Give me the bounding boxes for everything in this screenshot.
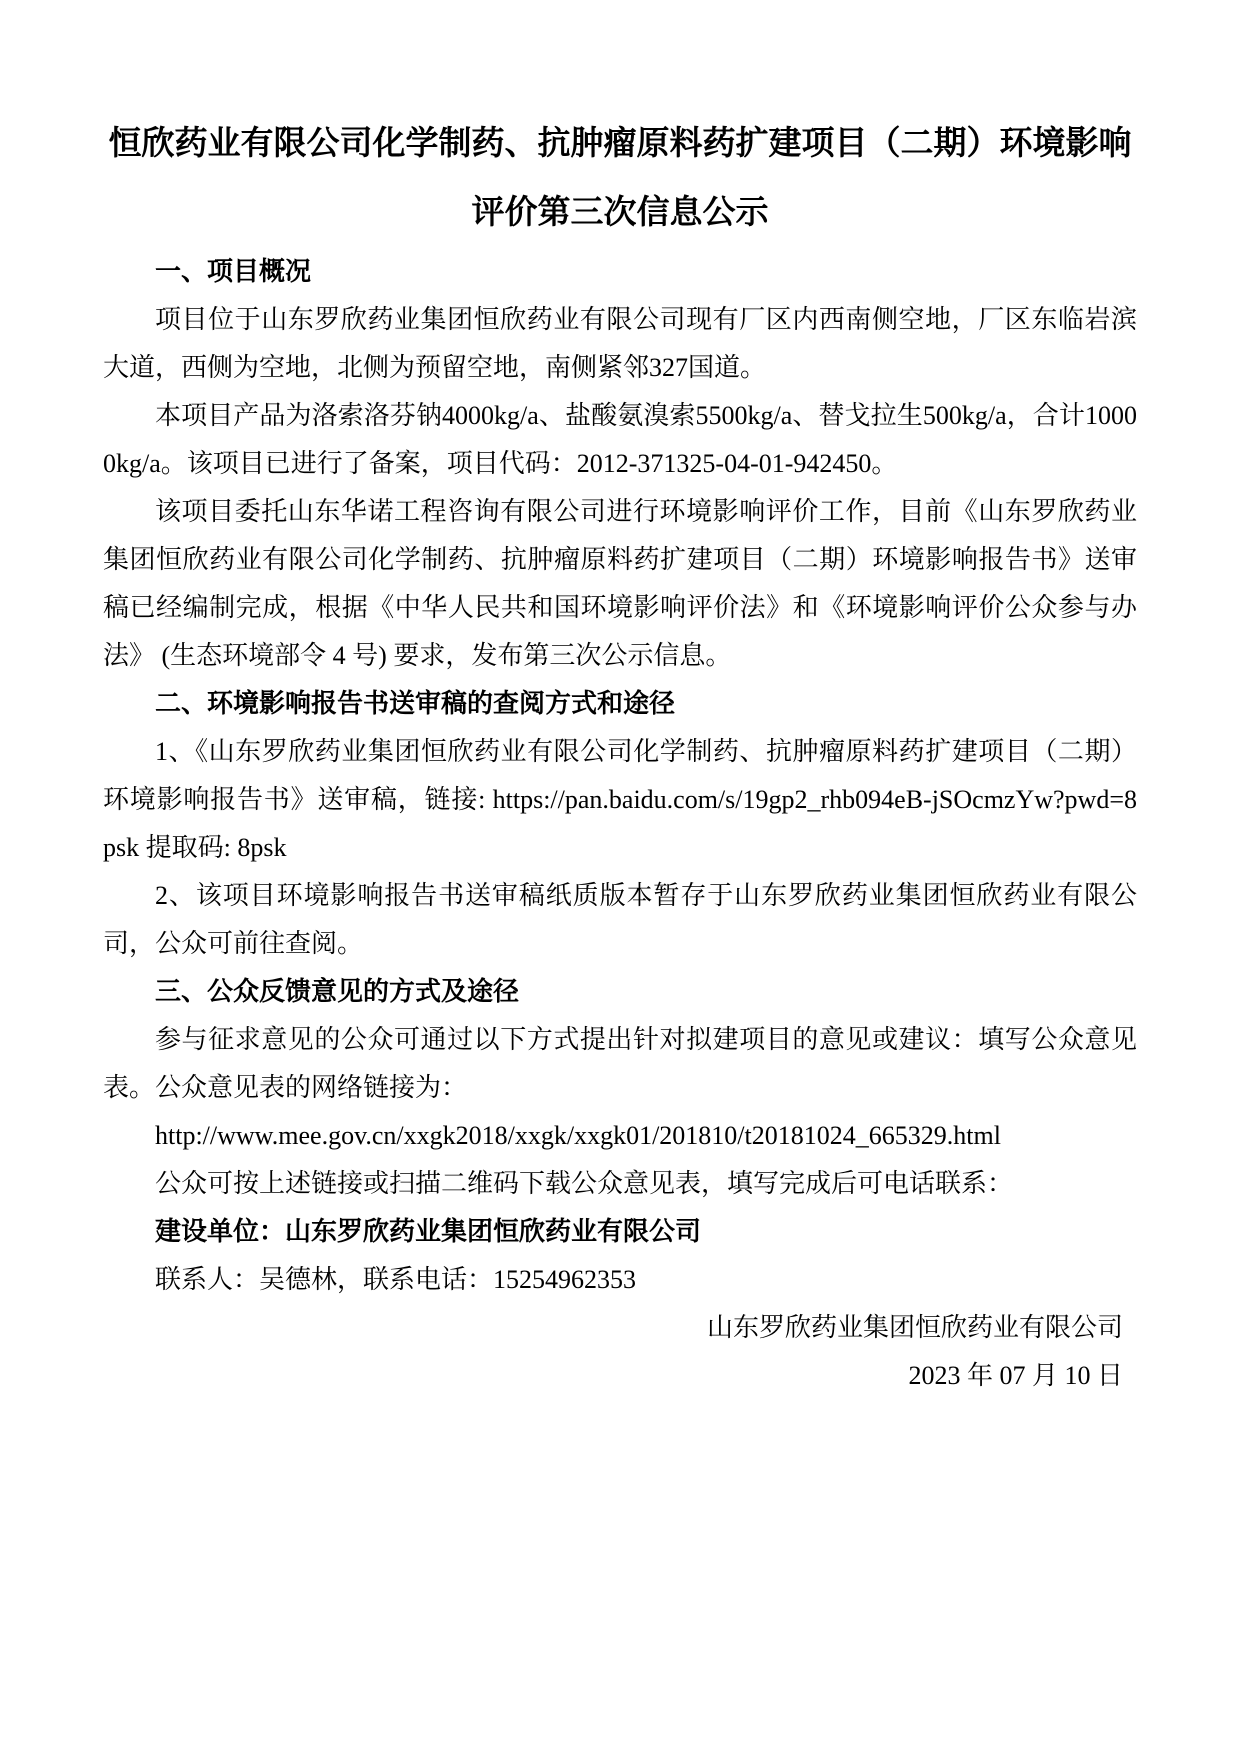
project-products-paragraph: 本项目产品为洛索洛芬钠4000kg/a、盐酸氨溴索5500kg/a、替戈拉生500kg/a，合计10000kg/a。该项目已进行了备案，项目代码：2012-371325-04-01-942450。 <box>103 401 1137 478</box>
download-instruction-paragraph: 公众可按上述链接或扫描二维码下载公众意见表，填写完成后可电话联系： <box>155 1169 1014 1198</box>
feedback-method-paragraph: 参与征求意见的公众可通过以下方式提出针对拟建项目的意见或建议：填写公众意见表。公众意见表的网络链接为： <box>103 1025 1137 1102</box>
contact-person-line: 联系人：吴德林，联系电话：15254962353 <box>155 1265 637 1294</box>
feedback-form-url: http://www.mee.gov.cn/xxgk2018/xxgk/xxgk01/201810/t20181024_665329.html <box>155 1121 1001 1150</box>
section-2-heading: 二、环境影响报告书送审稿的查阅方式和途径 <box>155 689 676 718</box>
section-3-heading: 三、公众反馈意见的方式及途径 <box>155 977 520 1006</box>
eia-entrustment-paragraph: 该项目委托山东华诺工程咨询有限公司进行环境影响评价工作，目前《山东罗欣药业集团恒欣药业有限公司化学制药、抗肿瘤原料药扩建项目（二期）环境影响报告书》送审稿已经编制完成，根据《中华人民共和国环境影响评价法》和《环境影响评价公众参与办法》 (生态环境部令 4 号) 要求，发布第三次公示信息。 <box>103 497 1137 670</box>
paper-copy-paragraph: 2、该项目环境影响报告书送审稿纸质版本暂存于山东罗欣药业集团恒欣药业有限公司，公众可前往查阅。 <box>103 881 1137 958</box>
signature-date: 2023 年 07 月 10 日 <box>908 1361 1123 1390</box>
document-title: 恒欣药业有限公司化学制药、抗肿瘤原料药扩建项目（二期）环境影响评价第三次信息公示 <box>108 126 1132 231</box>
document-body <box>103 248 1137 1400</box>
section-1-heading: 一、项目概况 <box>155 257 312 286</box>
construction-unit-line: 建设单位：山东罗欣药业集团恒欣药业有限公司 <box>155 1217 702 1246</box>
signature-company: 山东罗欣药业集团恒欣药业有限公司 <box>706 1313 1123 1342</box>
report-download-link-paragraph: 1、《山东罗欣药业集团恒欣药业有限公司化学制药、抗肿瘤原料药扩建项目（二期）环境影响报告书》送审稿，链接: https://pan.baidu.com/s/19gp2_rhb094eB-jSOcmzYw?pwd=8psk 提取码: 8psk <box>103 737 1137 862</box>
project-location-paragraph: 项目位于山东罗欣药业集团恒欣药业有限公司现有厂区内西南侧空地，厂区东临岩滨大道，西侧为空地，北侧为预留空地，南侧紧邻327国道。 <box>103 305 1137 382</box>
